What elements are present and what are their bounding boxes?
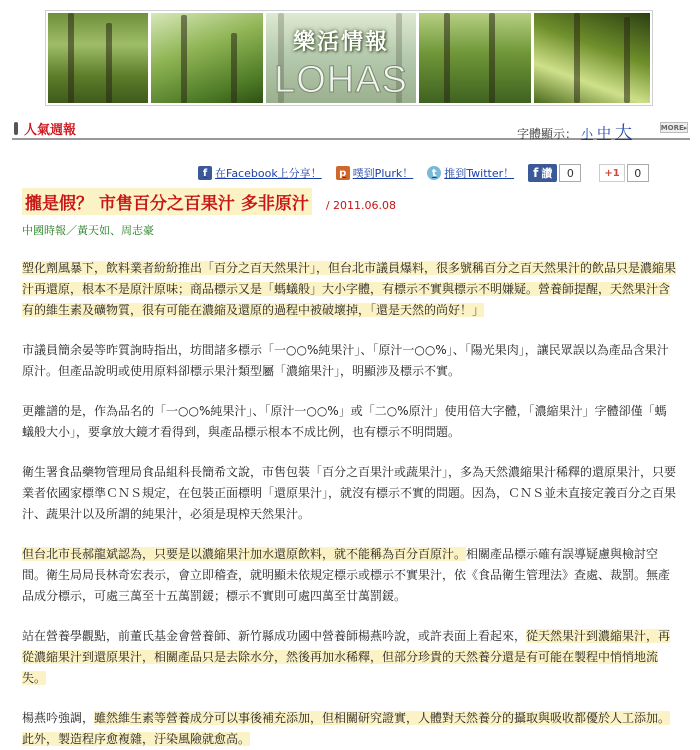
banner-subtitle: LOHAS (274, 59, 408, 101)
paragraph-5-text: 相關產品標示確有誤導疑慮與檢討空間。衛生局局長林奇宏表示，會立即稽查，就明顯未依規定標示或標示不實果汁，依《食品衛生管理法》查處、裁罰。無產品成分標示，可處三萬至十五萬罰鍰；標示不實則可處四萬至廿萬罰鍰。 (22, 547, 671, 603)
paragraph-4: 衛生署食品藥物管理局食品組科長簡希文說，市售包裝「百分之百果汁或蔬果汁」，多為天然濃縮果汁稀釋的還原果汁，只要業者依國家標準ＣＮＳ規定，在包裝正面標明「還原果汁」，就沒有標示不實的問題。因為，ＣＮＳ並未直接定義百分之百果汁、蔬果汁以及所謂的純果汁，必須是現榨天然果汁。 (22, 465, 677, 521)
google-plus-button[interactable]: +1 (599, 164, 624, 182)
font-size-large-link[interactable]: 大 (615, 123, 632, 143)
section-title: 人氣週報 (24, 122, 77, 138)
forest-photo-1 (48, 13, 148, 103)
share-plurk-link[interactable] (336, 165, 414, 181)
section-header (12, 118, 690, 143)
paragraph-6-text: 站在營養學觀點，前董氏基金會營養師、新竹縣成功國中營養師楊燕吟說，或許表面上看起來， (22, 629, 527, 643)
paragraph-1-highlight: 塑化劑風暴下，飲料業者紛紛推出「百分之百天然果汁」，但台北市議員爆料，很多號稱百分之百天然果汁的飲品只是濃縮果汁再還原，根本不是原汁原味；商品標示又是「螞蟻般」大小字體，有標示不實與標示不明嫌疑。營養師提醒，天然果汁含有的維生素及礦物質，很有可能在濃縮及還原的過程中被破壞掉，「還是天然的尚好！」 (22, 261, 677, 317)
paragraph-5-highlight: 但台北市長郝龍斌認為，只要是以濃縮果汁加水還原飲料，就不能稱為百分百原汁。 (22, 547, 467, 561)
paragraph-6-highlight: 從天然果汁到濃縮果汁，再從濃縮果汁到還原果汁，相關產品只是去除水分，然後再加水稀釋，但部分珍貴的天然養分還是有可能在製程中悄悄地流失。 (22, 629, 671, 685)
font-size-small-link[interactable]: 小 (580, 127, 593, 141)
facebook-like-label: 讚 (541, 167, 553, 180)
share-plurk-label: 噗到Plurk！ (352, 167, 414, 180)
article-date: / 2011.06.08 (325, 199, 397, 212)
paragraph-1 (22, 258, 676, 321)
paragraph-3: 更離譜的是，作為品名的「一○○%純果汁」、「原汁一○○%」或「二○%原汁」使用倍大字體，「濃縮果汁」字體卻僅「螞蟻般大小」，要拿放大鏡才看得到，與產品標示根本不成比例，也有標示不明問題。 (22, 404, 667, 439)
facebook-icon: f (198, 166, 212, 180)
font-size-selector (517, 118, 632, 143)
lohas-banner (45, 10, 653, 106)
share-facebook-label: 在Facebook上分享！ (215, 167, 322, 180)
banner-title: 樂活情報 (292, 30, 389, 55)
forest-photo-3 (419, 13, 531, 103)
paragraph-5 (22, 544, 676, 607)
share-twitter-link[interactable] (427, 165, 514, 181)
banner-title-panel (266, 13, 416, 103)
paragraph-7-highlight: 雖然維生素等營養成分可以事後補充添加，但相關研究證實，人體對天然養分的攝取與吸收都優於人工添加。此外，製造程序愈複雜，汙染風險就愈高。 (22, 711, 671, 746)
share-bar (198, 162, 667, 184)
paragraph-6 (22, 626, 676, 689)
forest-photo-4 (534, 13, 650, 103)
google-plus-count: 0 (627, 164, 649, 182)
facebook-like-icon: f (533, 166, 539, 180)
font-size-label: 字體顯示： (516, 127, 577, 141)
paragraph-7-text: 楊燕吟強調， (22, 711, 95, 725)
section-marker-icon (14, 122, 18, 135)
paragraph-7 (22, 708, 676, 750)
share-twitter-label: 推到Twitter！ (444, 167, 515, 180)
share-facebook-link[interactable] (198, 165, 322, 181)
more-button[interactable]: MORE▸ (660, 123, 688, 132)
twitter-icon: t (427, 166, 441, 180)
facebook-like-button[interactable] (528, 164, 557, 182)
article-byline: 中國時報／黃天如、周志豪 (22, 224, 154, 237)
font-size-medium-link[interactable]: 中 (597, 126, 611, 142)
article-title: 攏是假？ 市售百分之百果汁 多非原汁 (22, 188, 312, 215)
plurk-icon: p (336, 166, 350, 180)
article-headline (22, 188, 396, 215)
article-body (22, 258, 676, 750)
facebook-like-count: 0 (559, 164, 581, 182)
paragraph-2: 市議員簡余晏等昨質詢時指出，坊間諸多標示「一○○%純果汁」、「原汁一○○%」、「陽光果肉」，讓民眾誤以為產品含果汁原汁。但產品說明或使用原料卻標示果汁類型屬「濃縮果汁」，明顯涉及標示不實。 (22, 343, 669, 378)
forest-photo-2 (151, 13, 263, 103)
